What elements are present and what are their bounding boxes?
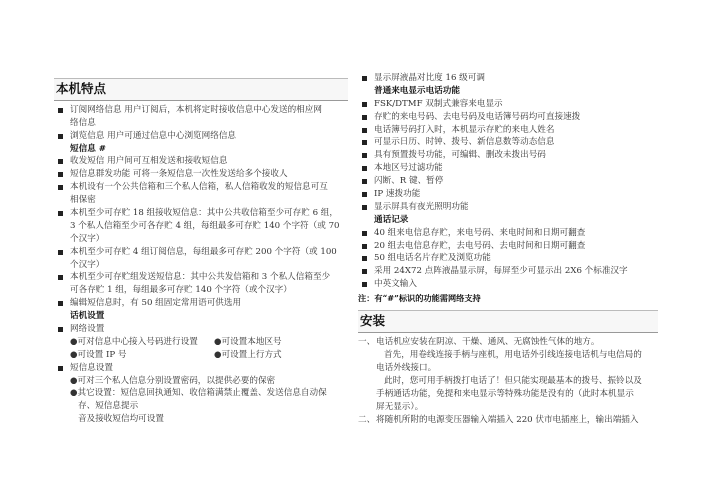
install-step-paragraph [358,349,658,362]
text-line: 中英文输入 [374,279,417,290]
text-line: 短信息 # [70,143,106,154]
list-item [358,98,658,111]
text-line: 相保密 [70,195,96,206]
sub-item-row [54,336,348,349]
sub-item-continuation [54,413,348,426]
install-step [358,414,658,427]
text-line: 短信息群发功能 可将一条短信息一次性发送给多个接收人 [70,169,288,180]
list-item-continuation [54,259,348,272]
text-line: 本机至少可存贮组发送短信息：其中公共发信箱和 3 个私人信箱至少 [70,272,331,283]
text-line: 首先，用卷线连接手柄与座机，用电话外引线连接电话机与电信局的 [384,350,642,361]
text-line: 具有预置拨号功能，可编辑、删改未拨出号码 [374,150,546,161]
list-item [358,149,658,162]
text-line: 显示屏具有夜光照明功能 [374,201,469,212]
list-item [358,240,658,253]
text-line: 普通来电显示电话功能 [374,85,460,96]
step-number: 一、 [358,337,376,348]
list-item-continuation [54,284,348,297]
list-item [358,136,658,149]
list-item [358,162,658,175]
features-title: 本机特点 [54,78,348,101]
list-item [358,175,658,188]
sub-item-row [54,349,348,362]
list-item-continuation [54,194,348,207]
text-line: 采用 24X72 点阵液晶显示屏，每屏至少可显示出 2X6 个标准汉字 [374,266,628,277]
list-item [54,130,348,143]
install-step-paragraph [358,375,658,388]
install-steps [358,336,658,426]
sub-item-continuation [54,400,348,413]
text-line: 浏览信息 用户可通过信息中心浏览网络信息 [70,130,237,141]
list-item [358,265,658,278]
text-line: 40 组来电信息存贮，来电号码、来电时间和日期可翻查 [374,227,586,238]
install-step-paragraph [358,401,658,414]
network-note: 注：有“#”标识的功能需网络支持 [358,293,481,304]
text-line: 电话簿号码打入时，本机显示存贮的来电人姓名 [374,124,555,135]
text-line: 将随机所附的电源变压器输入端插入 220 伏市电插座上，输出端插入 [376,414,639,425]
text-line: ●其它设置：短信息回执通知、收信箱满禁止覆盖、发送信息自动保 [70,388,327,399]
sub-heading [54,310,348,323]
text-line: IP 速拨功能 [374,189,421,200]
text-line: 电话机应安装在阴凉、干燥、通风、无腐蚀性气体的地方。 [376,337,600,348]
sub-item [54,387,348,400]
list-item [54,104,348,117]
list-item [54,207,348,220]
right-column [358,72,658,427]
text-line: 50 组电话名片存贮及浏览功能 [374,253,491,264]
install-step-paragraph [358,362,658,375]
text-line: 编辑短信息时，有 50 组固定常用语可供选用 [70,298,242,309]
list-item [54,323,348,336]
list-item [54,297,348,310]
list-item [54,181,348,194]
text-line: 闪断、R 键、暂停 [374,176,444,187]
text-line: FSK/DTMF 双制式兼容来电显示 [374,98,503,109]
list-item [358,278,658,291]
text-line: 存、短信息提示 [78,401,139,412]
list-item [54,168,348,181]
text-line: 可显示日历、时钟、拨号、新信息数等动态信息 [374,137,555,148]
text-line: 本地区号过滤功能 [374,163,443,174]
list-item [358,111,658,124]
text-line: ●可设置 IP 号 [70,349,127,360]
sub-heading [358,214,658,227]
list-item [54,271,348,284]
text-line: 此时，您可用手柄拨打电话了！但只能实现最基本的拨号、振铃以及 [384,375,642,386]
text-line: 手柄通话功能，免提和来电显示等特殊功能是没有的（此时本机显示 [376,388,634,399]
text-line: 本机至少可存贮 18 组接收短信息：其中公共收信箱至少可存贮 6 组， [70,208,338,218]
list-item [54,362,348,375]
text-line: ●可对信息中心接入号码进行设置 [70,336,198,347]
text-line: 个汉字） [70,233,105,244]
text-line: 20 组去电信息存贮，去电号码、去电时间和日期可翻查 [374,240,586,251]
list-item [358,188,658,201]
list-item [358,124,658,137]
phone-features-list [358,72,658,291]
text-line: ●可对三个私人信息分别设置密码，以提供必要的保密 [70,375,276,386]
text-line: 屏无显示）。 [376,401,424,412]
list-item-continuation [54,233,348,246]
features-list [54,104,348,426]
sub-item [54,375,348,388]
list-item [358,72,658,85]
text-line: ●可设置本地区号 [214,336,282,347]
text-line: 个汉字） [70,259,105,270]
step-number: 二、 [358,414,376,425]
list-item-continuation [54,117,348,130]
text-line: 短信息设置 [70,362,113,373]
list-item [358,201,658,214]
sub-heading [54,143,348,156]
install-step-paragraph [358,388,658,401]
text-line: 话机设置 [70,311,105,322]
text-line: 电话外线接口。 [376,363,437,374]
text-line: 存贮的来电号码、去电号码及电话簿号码均可直接速拨 [374,111,581,122]
text-line: 本机设有一个公共信箱和三个私人信箱，私人信箱收发的短信息可互 [70,182,328,193]
text-line: ●可设置上行方式 [214,349,282,360]
text-line: 音及接收短信均可设置 [78,414,164,425]
text-line: 本机至少可存贮 4 组订阅信息，每组最多可存贮 200 个字符（或 100 [70,246,337,257]
install-step [358,336,658,349]
text-line: 网络设置 [70,324,105,335]
text-line: 订阅网络信息 用户订阅后，本机将定时接收信息中心发送的相应网 [70,104,322,115]
text-line: 络信息 [70,117,96,128]
left-column [54,78,348,426]
list-item [358,252,658,265]
text-line: 3 个私人信箱至少可各存贮 4 组，每组最多可存贮 140 个字符（或 70 [70,220,340,231]
install-title: 安装 [358,310,658,333]
text-line: 显示屏液晶对比度 16 级可调 [374,73,485,83]
list-item [54,155,348,168]
list-item-continuation [54,220,348,233]
list-item [54,246,348,259]
text-line: 收发短信 用户间可互相发送和接收短信息 [70,156,228,167]
list-item [358,227,658,240]
sub-heading [358,85,658,98]
text-line: 通话记录 [374,214,409,225]
text-line: 可各存贮 1 组，每组最多可存贮 140 个字符（或个汉字） [70,285,292,296]
